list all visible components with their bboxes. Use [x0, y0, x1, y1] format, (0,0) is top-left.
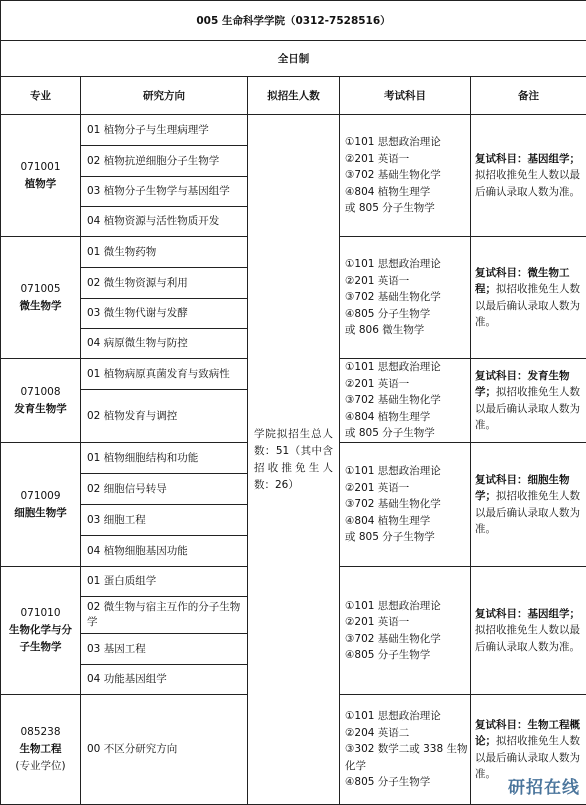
- direction-item: 02 微生物资源与利用: [81, 268, 248, 299]
- direction-item: 04 植物资源与活性物质开发: [81, 207, 248, 237]
- study-mode: 全日制: [1, 41, 586, 77]
- note-cell: [471, 115, 586, 237]
- note-cell: [471, 237, 586, 359]
- note-text: 拟招收推免生人数以最后确认录取人数为准。: [475, 283, 580, 328]
- direction-item: 04 功能基因组学: [81, 665, 248, 695]
- major-cell: [1, 359, 81, 443]
- major-name: 细胞生物学: [1, 505, 80, 522]
- major-code: 071008: [1, 384, 80, 401]
- direction-item: 03 微生物代谢与发酵: [81, 299, 248, 329]
- retest-subject: 复试科目：细胞生物学；: [475, 474, 570, 503]
- note-cell: [471, 359, 586, 443]
- retest-subject: 复试科目：基因组学；: [475, 153, 580, 165]
- note-text: 拟招收推免生人数以最后确认录取人数为准。: [475, 624, 580, 653]
- table-title: 005 生命科学学院（0312-7528516）: [1, 1, 586, 41]
- header-subjects: 考试科目: [340, 77, 471, 115]
- major-name: 生物工程: [1, 741, 80, 758]
- direction-item: 03 植物分子生物学与基因组学: [81, 177, 248, 207]
- note-text: 拟招收推免生人数以最后确认录取人数为准。: [475, 169, 580, 198]
- direction-item: 01 植物细胞结构和功能: [81, 443, 248, 474]
- subjects-cell: ①101 思想政治理论 ②201 英语一 ③702 基础生物化学 ④805 分子生物学: [340, 567, 471, 695]
- major-name: 植物学: [1, 176, 80, 193]
- direction-item: 04 植物细胞基因功能: [81, 536, 248, 567]
- major-cell: [1, 115, 81, 237]
- direction-item: 02 细胞信号转导: [81, 474, 248, 505]
- note-text: 拟招收推免生人数以最后确认录取人数为准。: [475, 490, 580, 535]
- direction-item: 00 不区分研究方向: [81, 695, 248, 805]
- subjects-cell: ①101 思想政治理论 ②201 英语一 ③702 基础生物化学 ④804 植物生理学 或 805 分子生物学: [340, 359, 471, 443]
- major-cell: [1, 695, 81, 805]
- header-direction: 研究方向: [81, 77, 248, 115]
- retest-subject: 复试科目：发育生物学；: [475, 370, 570, 399]
- direction-item: 03 基因工程: [81, 634, 248, 665]
- note-text: 拟招收推免生人数以最后确认录取人数为准。: [475, 735, 580, 780]
- direction-item: 02 植物发育与调控: [81, 390, 248, 443]
- major-cell: [1, 237, 81, 359]
- direction-item: 01 植物分子与生理病理学: [81, 115, 248, 146]
- major-code: 071010: [1, 605, 80, 622]
- direction-item: 01 蛋白质组学: [81, 567, 248, 597]
- major-code: 071009: [1, 488, 80, 505]
- major-code: 085238: [1, 724, 80, 741]
- direction-item: 02 微生物与宿主互作的分子生物学: [81, 597, 248, 634]
- direction-item: 04 病原微生物与防控: [81, 329, 248, 359]
- major-extra: (专业学位): [1, 758, 80, 775]
- note-cell: [471, 443, 586, 567]
- subjects-cell: ①101 思想政治理论 ②201 英语一 ③702 基础生物化学 ④805 分子生物学 或 806 微生物学: [340, 237, 471, 359]
- header-notes: 备注: [471, 77, 586, 115]
- major-code: 071005: [1, 281, 80, 298]
- direction-item: 02 植物抗逆细胞分子生物学: [81, 146, 248, 177]
- subjects-cell: ①101 思想政治理论 ②201 英语一 ③702 基础生物化学 ④804 植物生理学 或 805 分子生物学: [340, 115, 471, 237]
- retest-subject: 复试科目：生物工程概论；: [475, 719, 580, 748]
- watermark-logo: 研招在线: [508, 773, 580, 798]
- direction-item: 01 植物病原真菌发育与致病性: [81, 359, 248, 390]
- major-code: 071001: [1, 159, 80, 176]
- direction-item: 01 微生物药物: [81, 237, 248, 268]
- major-name: 发育生物学: [1, 401, 80, 418]
- direction-item: 03 细胞工程: [81, 505, 248, 536]
- subjects-cell: ①101 思想政治理论 ②204 英语二 ③302 数学二或 338 生物化学 ④805 分子生物学: [340, 695, 471, 805]
- retest-subject: 复试科目：基因组学；: [475, 608, 580, 620]
- major-name: 生物化学与分子生物学: [1, 622, 80, 656]
- header-quota: 拟招生人数: [248, 77, 340, 115]
- note-cell: [471, 567, 586, 695]
- subjects-cell: ①101 思想政治理论 ②201 英语一 ③702 基础生物化学 ④804 植物生理学 或 805 分子生物学: [340, 443, 471, 567]
- retest-subject: 复试科目：微生物工程；: [475, 267, 570, 296]
- note-text: 拟招收推免生人数以最后确认录取人数为准。: [475, 386, 580, 431]
- major-name: 微生物学: [1, 298, 80, 315]
- major-cell: [1, 443, 81, 567]
- header-major: 专业: [1, 77, 81, 115]
- major-cell: [1, 567, 81, 695]
- quota-cell: 学院拟招生总人数：51（其中含招收推免生人数：26）: [248, 115, 340, 805]
